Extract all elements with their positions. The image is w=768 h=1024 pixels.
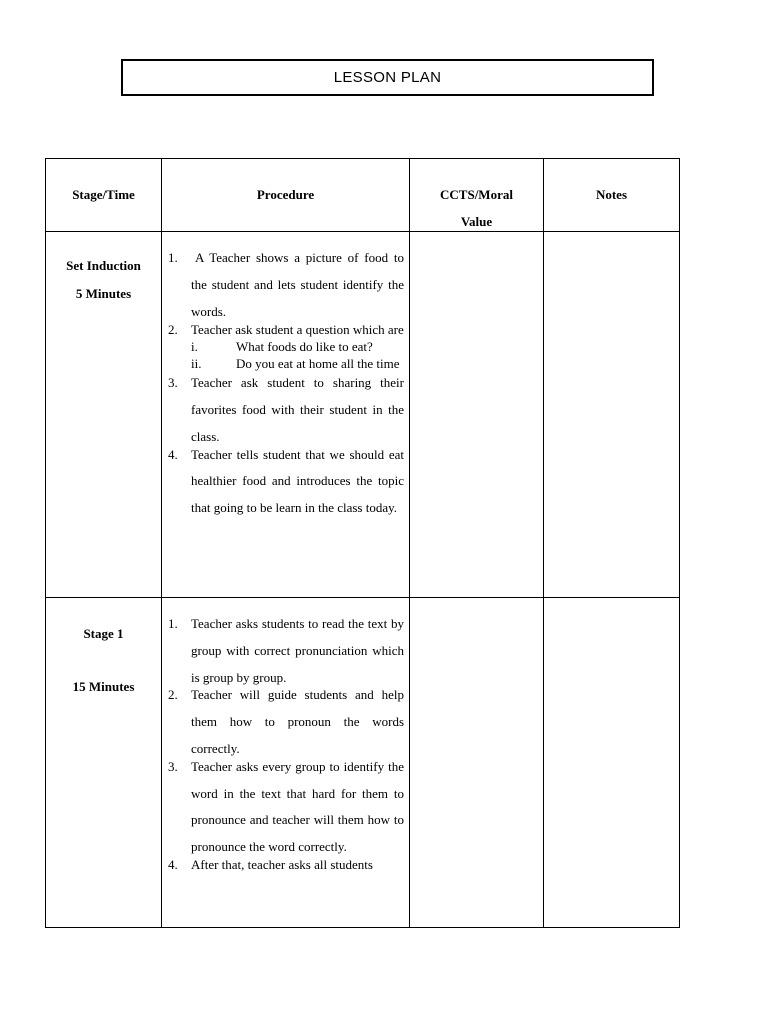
list-item: [162, 754, 404, 861]
list-text: Teacher ask student a question which are: [191, 322, 404, 338]
list-number: 4.: [168, 856, 178, 872]
column-divider-3: [543, 158, 544, 928]
list-text: Teacher asks students to read the text by group with correct pronunciation which is group by group.: [191, 616, 404, 685]
list-text: Teacher asks every group to identify the word in the text that hard for them to pronounce and teacher will them how to pronounce the word correctly.: [191, 758, 404, 855]
row1-time: 5 Minutes: [75, 286, 132, 301]
list-item: [162, 611, 404, 691]
header-divider: [45, 231, 679, 232]
sub-list-text: What foods do like to eat?: [236, 339, 373, 355]
list-item: [162, 442, 404, 522]
header-procedure: Procedure: [256, 187, 315, 202]
row1-stage: Set Induction: [66, 258, 141, 273]
table-border-top: [45, 158, 679, 159]
sub-list-number: ii.: [191, 356, 202, 372]
list-number: 2.: [168, 322, 178, 338]
list-item: [162, 852, 404, 879]
list-item: [162, 245, 404, 325]
header-stage-time: Stage/Time: [72, 187, 135, 202]
list-number: 2.: [168, 687, 178, 703]
document-title: LESSON PLAN: [121, 59, 654, 96]
column-divider-2: [409, 158, 410, 928]
list-text: Teacher tells student that we should eat healthier food and introduces the topic that going to be learn in the class today.: [191, 446, 404, 516]
row2-stage: Stage 1: [83, 626, 124, 641]
list-item: [162, 370, 404, 450]
sub-list-text: Do you eat at home all the time: [236, 356, 400, 372]
list-number: 1.: [168, 250, 178, 265]
list-text: Teacher will guide students and help them how to pronoun the words correctly.: [191, 687, 404, 756]
table-border-bottom: [45, 927, 679, 928]
table-border-right: [679, 158, 680, 928]
header-ccts-line2: Value: [460, 214, 493, 229]
row2-procedure: [162, 611, 404, 879]
list-text: A Teacher shows a picture of food to the student and lets student identify the words.: [191, 250, 404, 319]
sub-list-number: i.: [191, 339, 198, 355]
list-item: [162, 682, 404, 762]
list-number: 1.: [168, 616, 178, 631]
row2-time: 15 Minutes: [72, 679, 135, 694]
list-text: Teacher ask student to sharing their favorites food with their student in the class.: [191, 375, 404, 444]
list-number: 3.: [168, 375, 178, 391]
list-number: 4.: [168, 446, 178, 462]
row1-procedure: [162, 245, 404, 522]
list-number: 3.: [168, 758, 178, 774]
header-notes: Notes: [595, 187, 628, 202]
list-text: After that, teacher asks all students: [191, 856, 373, 872]
header-ccts-line1: CCTS/Moral: [440, 187, 513, 202]
row-divider: [45, 597, 679, 598]
